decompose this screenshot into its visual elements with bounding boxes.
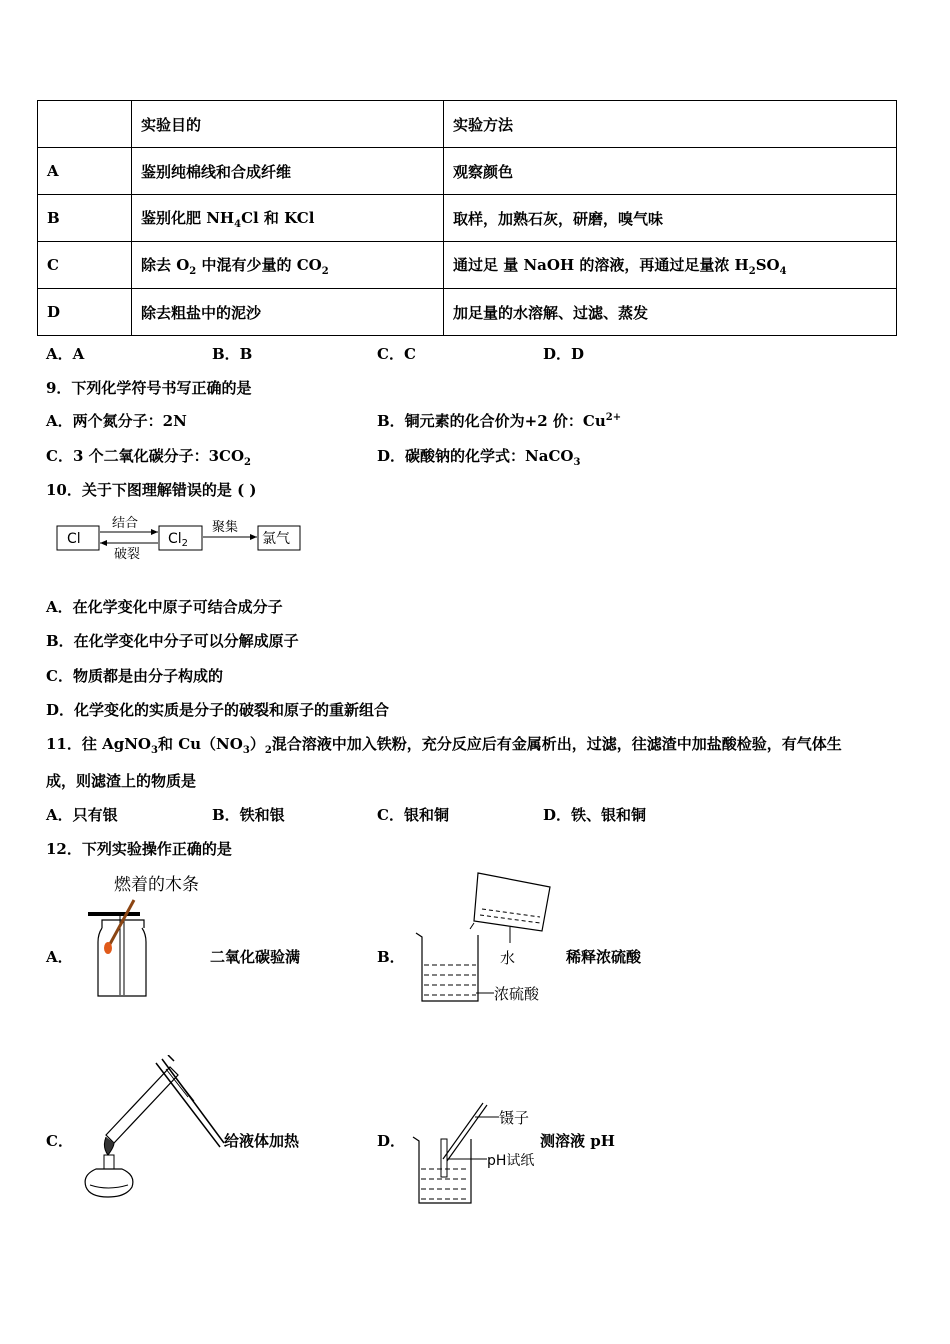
arrow-top-label: 结合 — [112, 516, 139, 531]
flame-icon — [104, 942, 112, 954]
row-method: 通过足 量 NaOH 的溶液，再通过足量浓 $H_2SO_4$ — [444, 242, 897, 289]
arrow-combine-head — [151, 529, 158, 535]
flame-icon — [104, 1137, 114, 1155]
q8-option-a[interactable]: A．A — [46, 345, 85, 363]
row-label: A — [38, 148, 132, 195]
acid-label: 浓硫酸 — [494, 985, 540, 1003]
q10-option-a[interactable]: A．在化学变化中原子可结合成分子 — [46, 598, 283, 616]
pouring-liquid — [480, 909, 540, 923]
q10-option-b[interactable]: B．在化学变化中分子可以分解成原子 — [46, 632, 299, 650]
arrow-break-head — [100, 540, 107, 546]
co2-test-figure — [80, 868, 220, 1003]
burning-stick-label: 燃着的木条 — [114, 875, 199, 895]
q11-stem-line1: 11．往 AgNO$_3$和 $Cu(NO_3)_2$混合溶液中加入铁粉，充分反应后有金属析出，过滤，往滤渣中加盐酸检验，有气体生 — [46, 735, 842, 756]
q10-option-d[interactable]: D．化学变化的实质是分子的破裂和原子的重新组合 — [46, 701, 390, 719]
q12-a-caption: 二氧化碳验满 — [210, 948, 301, 966]
arrow-bottom-label: 破裂 — [114, 547, 141, 562]
lamp-liquid — [90, 1185, 128, 1188]
row-method: 加足量的水溶解、过滤、蒸发 — [444, 289, 897, 336]
heating-figure — [78, 1055, 228, 1203]
q11-option-b[interactable]: B．铁和银 — [212, 806, 285, 824]
table-row — [38, 195, 897, 242]
lamp-wick — [104, 1155, 114, 1169]
gas-bottle — [98, 920, 146, 996]
q12-c-caption: 给液体加热 — [224, 1132, 300, 1150]
row-label: B — [38, 195, 132, 242]
tweezers-arm — [443, 1103, 483, 1159]
beaker — [416, 933, 478, 1001]
box-chlorine-label: 氯气 — [262, 531, 290, 547]
q12-option-d[interactable]: D． — [377, 1132, 406, 1150]
test-tube-holder — [156, 1055, 224, 1147]
q8-option-d[interactable]: D．D — [543, 345, 585, 363]
q12-option-b[interactable]: B． — [377, 948, 405, 966]
row-purpose: 除去 $O_2$ 中混有少量的 $CO_2$ — [132, 242, 444, 289]
table-row — [38, 148, 897, 195]
acid-liquid — [424, 965, 476, 995]
dilution-figure — [410, 865, 570, 1010]
box-cl2-label: $Cl_2$ — [168, 531, 189, 549]
table-row — [38, 242, 897, 289]
arrow-gather-label: 聚集 — [212, 520, 239, 535]
pouring-beaker — [474, 873, 550, 931]
row-purpose: 除去粗盐中的泥沙 — [132, 289, 444, 336]
q9-option-c[interactable]: C．3 个二氧化碳分子：$3CO_2$ — [46, 447, 252, 468]
q12-option-c[interactable]: C． — [46, 1132, 73, 1150]
q10-stem: 10．关于下图理解错误的是 ( ) — [46, 481, 257, 499]
beaker — [413, 1137, 471, 1203]
q11-option-c[interactable]: C．银和铜 — [377, 806, 449, 824]
alcohol-lamp — [85, 1169, 133, 1197]
pour-stream — [470, 923, 474, 929]
table-header-cell — [38, 101, 132, 148]
water-label: 水 — [500, 949, 516, 967]
row-label: C — [38, 242, 132, 289]
q9-option-b[interactable]: B．铜元素的化合价为+2 价：$Cu^{2+}$ — [377, 412, 622, 430]
q12-option-a[interactable]: A． — [46, 948, 73, 966]
row-method: 观察颜色 — [444, 148, 897, 195]
q12-stem: 12．下列实验操作正确的是 — [46, 840, 232, 858]
table-row — [38, 289, 897, 336]
q11-stem-line2: 成，则滤渣上的物质是 — [46, 772, 197, 790]
holder-clip — [166, 1069, 194, 1101]
table-header-purpose: 实验目的 — [132, 101, 444, 148]
ph-paper-label: pH试纸 — [487, 1153, 535, 1169]
row-purpose: 鉴别化肥 $NH_4Cl$ 和 KCl — [132, 195, 444, 242]
ph-test-figure — [405, 1095, 555, 1210]
experiment-table — [37, 100, 897, 336]
row-method: 取样，加熟石灰，研磨，嗅气味 — [444, 195, 897, 242]
q10-diagram — [50, 510, 310, 565]
q8-option-c[interactable]: C．C — [377, 345, 416, 363]
q9-option-a[interactable]: A．两个氮分子：2N — [46, 412, 187, 430]
solution-liquid — [421, 1169, 469, 1199]
q9-stem: 9．下列化学符号书写正确的是 — [46, 379, 252, 397]
table-header-method: 实验方法 — [444, 101, 897, 148]
q12-b-caption: 稀释浓硫酸 — [566, 948, 642, 966]
q8-option-b[interactable]: B．B — [212, 345, 253, 363]
tweezers-arm-2 — [447, 1105, 487, 1161]
q11-option-a[interactable]: A．只有银 — [46, 806, 118, 824]
box-cl-label: Cl — [67, 531, 81, 547]
q11-option-d[interactable]: D．铁、银和铜 — [543, 806, 647, 824]
wooden-stick — [110, 900, 134, 944]
tweezers-label: 镊子 — [499, 1109, 530, 1127]
q9-option-d[interactable]: D．碳酸钠的化学式：NaCO$_3$ — [377, 447, 581, 468]
row-purpose: 鉴别纯棉线和合成纤维 — [132, 148, 444, 195]
q12-d-caption: 测溶液 pH — [540, 1132, 615, 1150]
arrow-gather-head — [250, 534, 257, 540]
table-header-row — [38, 101, 897, 148]
q10-option-c[interactable]: C．物质都是由分子构成的 — [46, 667, 223, 685]
row-label: D — [38, 289, 132, 336]
